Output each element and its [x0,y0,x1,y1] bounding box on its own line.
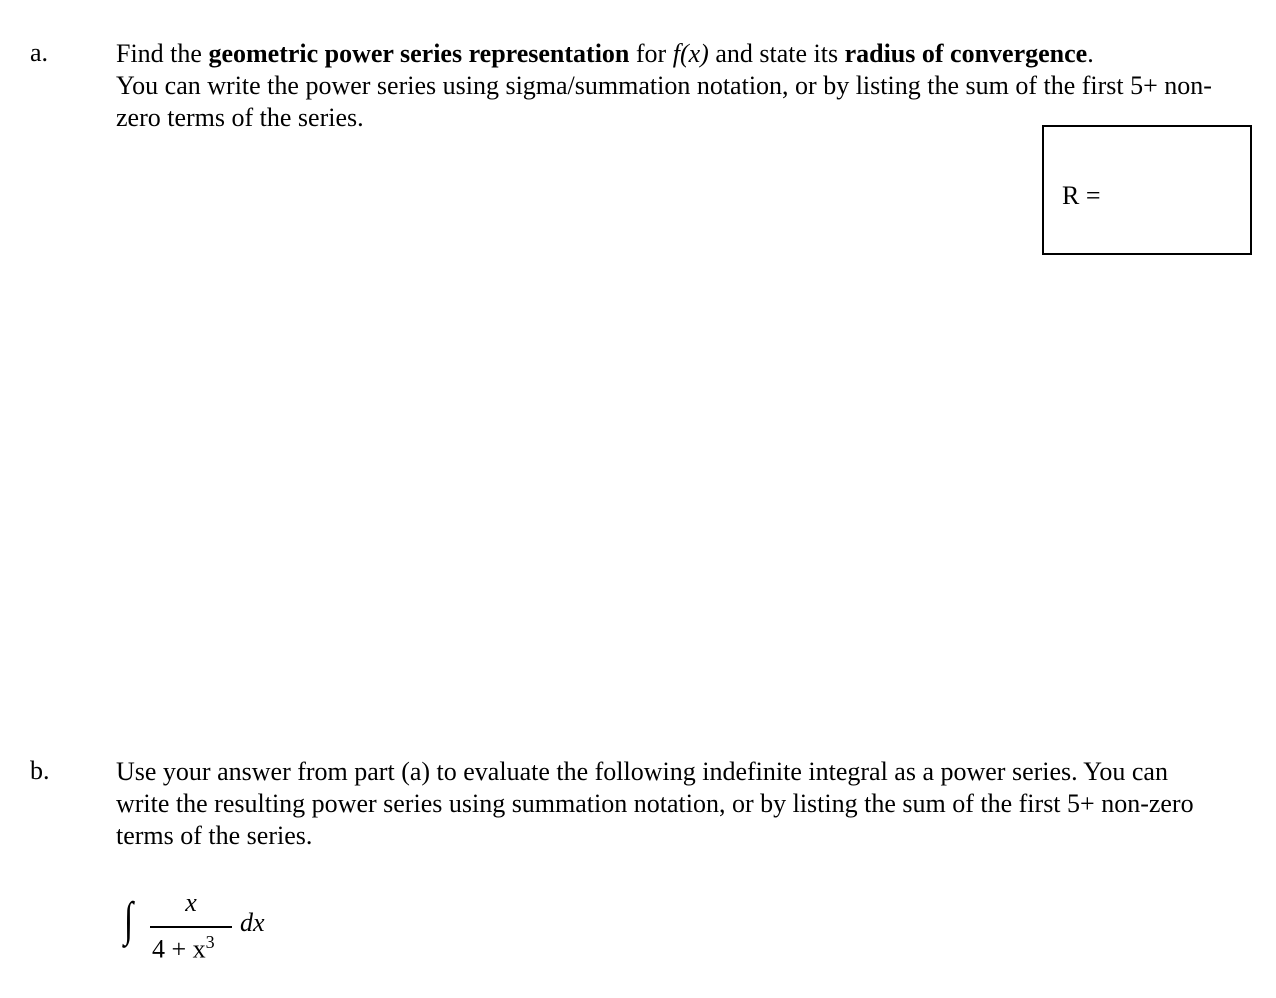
part-a-label: a. [30,38,49,67]
function-fx: f(x) [672,39,709,68]
text: Find the [116,39,209,68]
text: and state its [708,39,845,68]
denominator-base: 4 + x [152,934,206,964]
denominator [150,932,244,965]
fraction-bar [150,926,232,928]
integral-sign: ∫ [123,893,134,946]
part-b-prompt: Use your answer from part (a) to evaluate the following indefinite integral as a power series. You can write the resulting power series using summation notation, or by listing the sum of the first 5+ non-zero terms of the series. [116,757,1194,850]
text: for [629,39,673,68]
radius-label: R = [1062,181,1101,210]
numerator: x [185,888,197,917]
part-b-label: b. [30,756,50,785]
differential: dx [240,908,265,937]
emphasis-geometric: geometric power series representation [208,39,630,68]
part-a-prompt [116,38,1256,134]
radius-answer-box[interactable] [1042,125,1252,255]
part-a-instructions: You can write the power series using sigma/summation notation, or by listing the sum of the first 5+ non-zero terms of the series. [116,71,1212,132]
text: . [1087,39,1094,68]
exponent: 3 [205,932,215,952]
emphasis-radius: radius of convergence [844,39,1088,68]
